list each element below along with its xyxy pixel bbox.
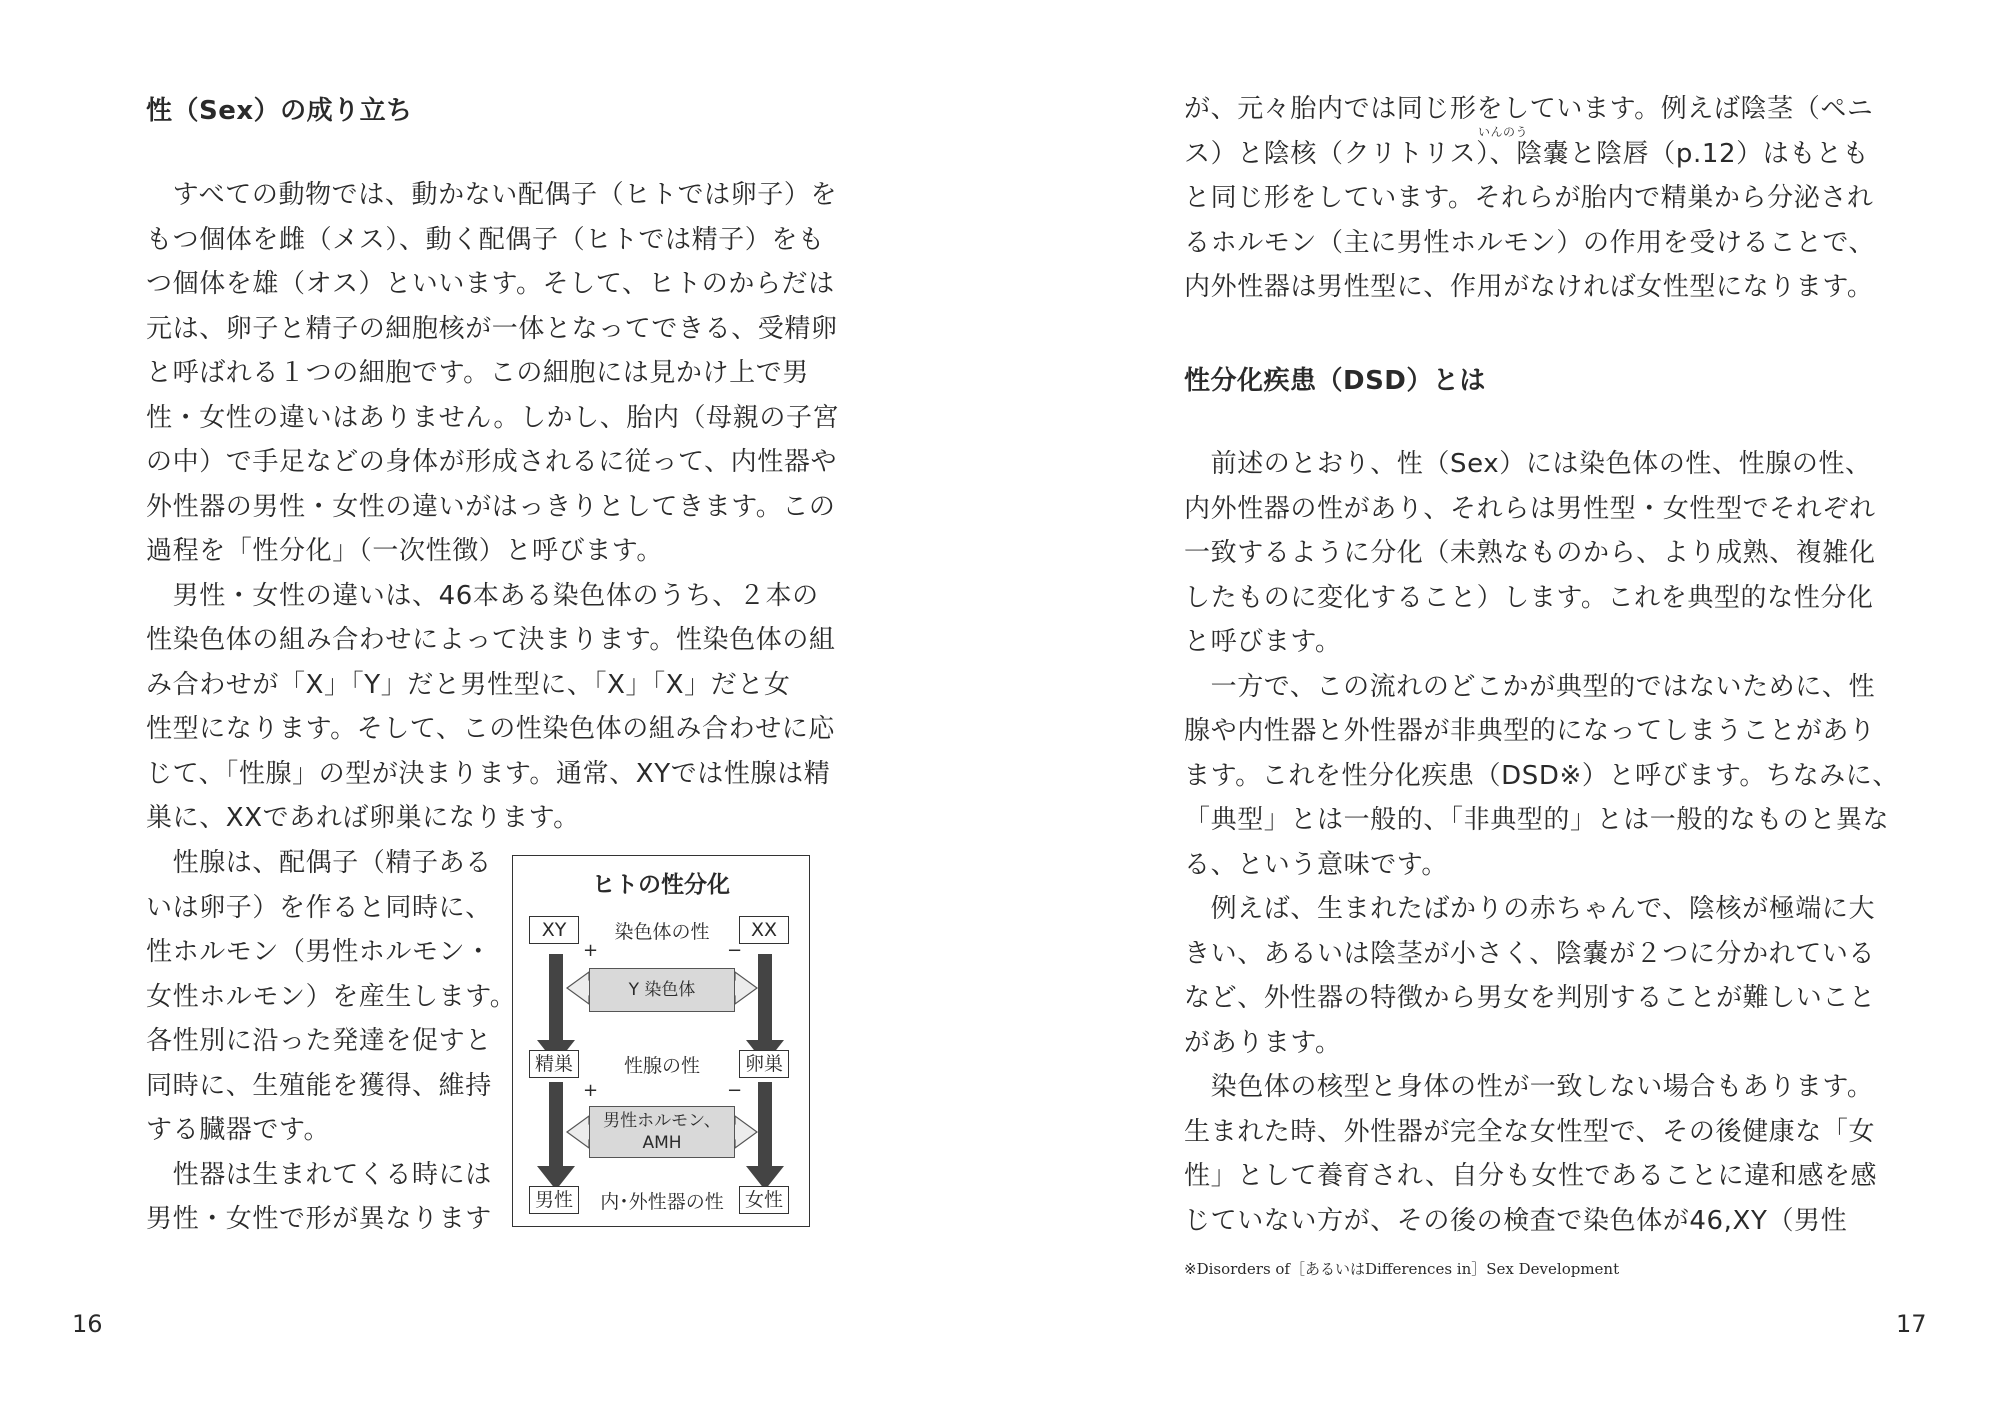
text-line: じて、「性腺」の型が決まります。通常、XYでは性腺は精 [146, 758, 831, 789]
text-line: 性器は生まれてくる時には [146, 1159, 492, 1190]
page-number-left: 16 [72, 1310, 103, 1338]
text-line: など、外性器の特徴から男女を判別することが難しいこと [1184, 983, 1876, 1013]
right-page [1000, 0, 2000, 1420]
text-line: 性染色体の組み合わせによって決まります。性染色体の組 [146, 625, 836, 655]
genital-sex-label: 内･外性器の性 [600, 1191, 724, 1213]
text-line: じていない方が、その後の検査で染色体が46,XY（男性 [1184, 1205, 1848, 1236]
text-line: 女性ホルモン）を産生します。 [146, 981, 517, 1012]
text-line: ス）と陰核（クリトリス）、陰嚢と陰唇（p.12）はもとも [1184, 138, 1870, 169]
male-box: 男性 [529, 1186, 579, 1214]
text-line: ます。これを性分化疾患（DSD※）と呼びます。ちなみに、 [1184, 760, 1899, 791]
footnote: ※Disorders of［あるいはDifferences in］Sex Development [1184, 1260, 1620, 1278]
text-line: み合わせが「X」「Y」だと男性型に、「X」「X」だと女 [146, 669, 791, 700]
text-line: 性ホルモン（男性ホルモン・ [146, 937, 492, 967]
text-line: 性腺は、配偶子（精子ある [146, 848, 492, 878]
text-line: と呼ばれる１つの細胞です。この細胞には見かけ上で男 [146, 358, 809, 388]
section-heading-dsd: 性分化疾患（DSD）とは [1184, 366, 1486, 396]
text-line: と同じ形をしています。それらが胎内で精巣から分泌され [1184, 183, 1874, 213]
text-line: るホルモン（主に男性ホルモン）の作用を受けることで、 [1184, 227, 1876, 258]
section-heading-sex-origin: 性（Sex）の成り立ち [146, 96, 413, 126]
plus-sign-1: + [583, 940, 599, 961]
text-line: 前述のとおり、性（Sex）には染色体の性、性腺の性、 [1184, 449, 1872, 479]
text-line: 一方で、この流れのどこかが典型的ではないために、性 [1184, 671, 1876, 702]
text-line: すべての動物では、動かない配偶子（ヒトでは卵子）を [146, 180, 838, 210]
text-line: 生まれた時、外性器が完全な女性型で、その後健康な「女 [1184, 1116, 1876, 1147]
figure-title: ヒトの性分化 [592, 872, 730, 898]
text-line: 性型になります。そして、この性染色体の組み合わせに応 [146, 714, 836, 744]
ruby-innou: いんのう [1478, 125, 1529, 139]
androgen-label: 男性ホルモン、 [603, 1111, 721, 1131]
xx-box: XX [739, 916, 789, 944]
androgen-amh-band [589, 1106, 735, 1158]
figure-arrows [513, 856, 811, 1228]
text-line: したものに変化すること）します。これを典型的な性分化 [1184, 582, 1874, 613]
testis-box: 精巣 [529, 1050, 579, 1078]
ovary-box: 卵巣 [739, 1050, 789, 1078]
text-line: 男性・女性の違いは、46本ある染色体のうち、２本の [146, 580, 819, 611]
text-line: 男性・女性で形が異なります [146, 1204, 492, 1234]
text-line: 同時に、生殖能を獲得、維持 [146, 1070, 492, 1101]
text-line: の中）で手足などの身体が形成されるに従って、内性器や [146, 447, 838, 477]
text-line: が、元々胎内では同じ形をしています。例えば陰茎（ペニ [1184, 94, 1874, 124]
xy-box: XY [529, 916, 579, 944]
minus-sign-2: − [727, 1080, 743, 1101]
text-line: 各性別に沿った発達を促すと [146, 1026, 492, 1056]
y-chromosome-band: Y 染色体 [589, 968, 735, 1012]
text-line: もつ個体を雌（メス）、動く配偶子（ヒトでは精子）をも [146, 224, 825, 255]
text-line: と呼びます。 [1184, 627, 1342, 657]
chromosome-sex-label: 染色体の性 [614, 921, 710, 943]
text-line: る、という意味です。 [1184, 849, 1448, 880]
text-line: 巣に、XXであれば卵巣になります。 [146, 803, 580, 833]
text-line: 内外性器は男性型に、作用がなければ女性型になります。 [1184, 272, 1874, 302]
gonad-sex-label: 性腺の性 [623, 1055, 700, 1077]
minus-sign-1: − [727, 940, 743, 961]
text-line: する臓器です。 [146, 1115, 331, 1145]
text-line: 外性器の男性・女性の違いがはっきりとしてきます。この [146, 491, 836, 522]
text-line: 性」として養育され、自分も女性であることに違和感を感 [1184, 1161, 1878, 1191]
text-line: 元は、卵子と精子の細胞核が一体となってできる、受精卵 [146, 313, 838, 344]
plus-sign-2: + [583, 1080, 599, 1101]
female-box: 女性 [739, 1186, 789, 1214]
text-line: 例えば、生まれたばかりの赤ちゃんで、陰核が極端に大 [1184, 894, 1876, 924]
text-line: 性・女性の違いはありません。しかし、胎内（母親の子宮 [146, 402, 840, 433]
text-line: 一致するように分化（未熟なものから、より成熟、複雑化 [1184, 538, 1876, 568]
text-line: 内外性器の性があり、それらは男性型・女性型でそれぞれ [1184, 493, 1876, 524]
amh-label: AMH [642, 1133, 682, 1153]
text-line: があります。 [1184, 1027, 1342, 1058]
text-line: いは卵子）を作ると同時に、 [146, 892, 492, 923]
sex-differentiation-figure [512, 855, 810, 1227]
text-line: つ個体を雄（オス）といいます。そして、ヒトのからだは [146, 269, 835, 299]
text-line: 過程を「性分化」（一次性徴）と呼びます。 [146, 536, 663, 566]
text-line: 染色体の核型と身体の性が一致しない場合もあります。 [1184, 1072, 1874, 1102]
text-line: 腺や内性器と外性器が非典型的になってしまうことがあり [1184, 716, 1876, 746]
page-number-right: 17 [1896, 1310, 1927, 1338]
text-line: 「典型」とは一般的、「非典型的」とは一般的なものと異な [1184, 805, 1890, 835]
text-line: きい、あるいは陰茎が小さく、陰嚢が２つに分かれている [1184, 938, 1876, 969]
